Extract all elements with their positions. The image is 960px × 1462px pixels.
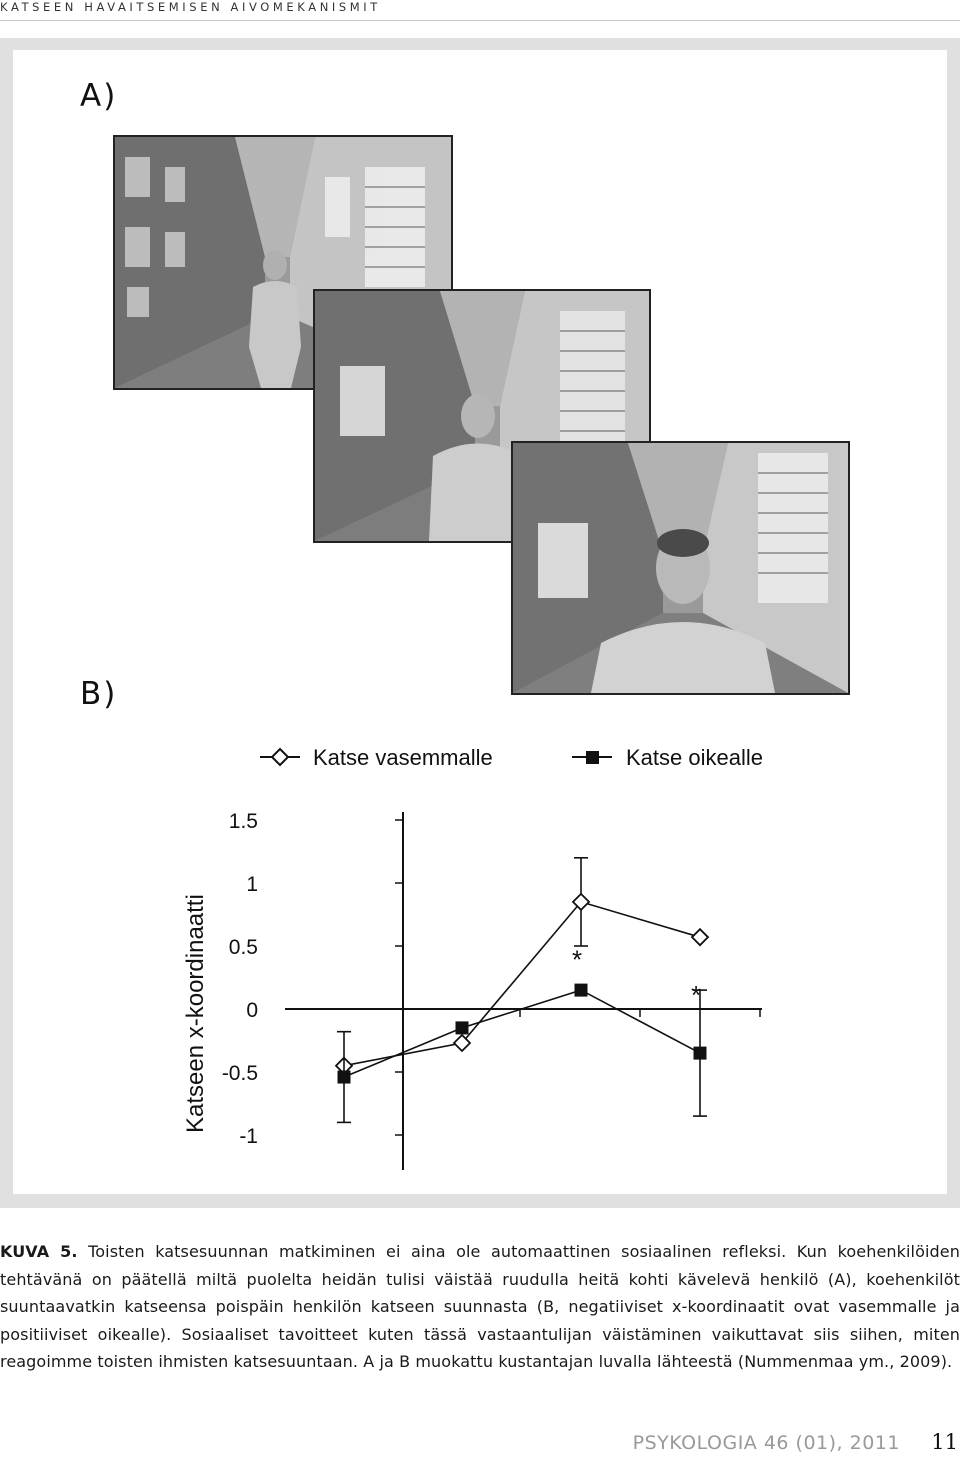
data-point-square — [456, 1021, 469, 1034]
legend-label-right: Katse oikealle — [626, 745, 763, 770]
data-point-square — [338, 1071, 351, 1084]
caption-text: Toisten katsesuunnan matkiminen ei aina ole automaattinen sosiaalinen refleksi. Kun koehenkilöiden tehtävänä on päätellä miltä puolelta heidän tulisi väistää ruudulla heitä kohti kävelevä henkilö (A), koehenkilöt suuntaavatkin katseensa poispäin henkilön katseen suunnasta (B, negatiiviset x-koordinaatit ovat vasemmalle ja positiiviset oikealle). Sosiaaliset tavoitteet kuten tässä vastaantulijan väistäminen vaikuttavat siis siihen, miten reagoimme toisten ihmisten katsesuuntaan. A ja B muokattu kustantajan luvalla lähteestä (Nummenmaa ym., 2009). — [0, 1242, 960, 1371]
legend-label-left: Katse vasemmalle — [313, 745, 493, 770]
y-tick-label: -1 — [239, 1125, 258, 1148]
y-tick-label: 0.5 — [228, 936, 258, 959]
figure-caption — [0, 1238, 960, 1376]
y-axis-label: Katseen x-koordinaatti — [182, 894, 209, 1133]
series-right-line — [344, 990, 700, 1077]
series-left-line — [344, 902, 700, 1066]
legend-square-marker — [586, 751, 599, 764]
y-tick-label: 1 — [246, 873, 258, 896]
data-point-square — [575, 984, 588, 997]
caption-lead: KUVA 5. — [0, 1242, 78, 1261]
legend-diamond-marker — [272, 749, 288, 765]
y-tick-label: 1.5 — [228, 810, 258, 833]
data-point-square — [694, 1047, 707, 1060]
running-head: KATSEEN HAVAITSEMISEN AIVOMEKANISMIT — [0, 0, 381, 14]
journal-footer: PSYKOLOGIA 46 (01), 2011 — [632, 1432, 900, 1454]
chart-legend — [260, 745, 763, 770]
plot-area — [222, 810, 762, 1170]
panel-b-label: B) — [80, 676, 118, 712]
y-tick-label: -0.5 — [221, 1062, 258, 1085]
page-number: 11 — [931, 1430, 958, 1454]
significance-asterisk: * — [690, 979, 702, 1010]
data-point-diamond — [692, 929, 708, 945]
significance-asterisk: * — [571, 944, 583, 975]
y-tick-label: 0 — [246, 999, 258, 1022]
panel-a-label: A) — [80, 78, 118, 114]
